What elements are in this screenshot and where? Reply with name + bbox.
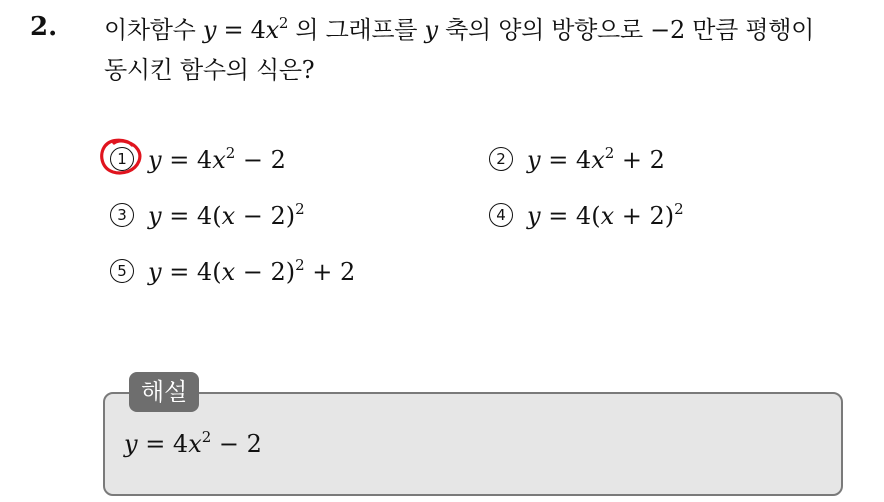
problem-number: 2. [30,12,58,42]
choice-3-y: y [148,202,162,230]
choice-2[interactable] [489,140,665,180]
axis-var: y [424,16,438,44]
choice-1-exp: 2 [225,144,236,162]
problem-line1-suffix: 축의 양의 방향으로 −2 만큼 평행이 [437,16,815,44]
choice-2-formula [527,146,665,174]
choice-4[interactable] [489,196,684,236]
choice-4-mid: + 2) [614,202,675,230]
choice-3-eq: = 4( [161,202,222,230]
choice-4-mark: 4 [489,203,513,227]
choice-5-eq: = 4( [161,258,222,286]
choice-5-exp: 2 [295,256,305,274]
choice-4-eq: = 4( [540,202,601,230]
choice-3-exp: 2 [295,200,305,218]
choice-3[interactable] [110,196,305,236]
choice-2-eq: = 4 [540,146,592,174]
choice-5-rest: + 2 [304,258,356,286]
problem-text [104,10,864,90]
problem-function [203,16,288,44]
choice-4-formula [527,202,684,230]
problem-line1-prefix: 이차함수 [104,16,203,44]
choice-5-mid: − 2) [235,258,296,286]
solution-label: 해설 [129,372,199,412]
choice-1-formula [148,146,286,174]
choice-4-y: y [527,202,541,230]
choice-1-y: y [148,146,162,174]
choice-1-x: x [212,146,226,174]
solution-x: x [188,430,202,458]
choice-4-exp: 2 [674,200,684,218]
choice-1-mark: 1 [110,147,134,171]
problem-line2: 동시킨 함수의 식은? [104,56,315,84]
choice-3-formula [148,202,305,230]
choice-2-x: x [591,146,605,174]
solution-formula [124,424,262,464]
function-eq: = 4 [216,16,266,44]
choice-5-y: y [148,258,162,286]
choice-5-x: x [221,258,236,286]
choice-3-x: x [221,202,236,230]
solution-y: y [124,430,138,458]
choice-5[interactable] [110,252,355,292]
choice-5-mark: 5 [110,259,134,283]
solution-eq: = 4 [137,430,189,458]
choice-4-x: x [600,202,615,230]
function-x-var: x [265,16,279,44]
choice-2-rest: + 2 [614,146,665,174]
solution-rest: − 2 [211,430,262,458]
choice-1[interactable] [110,140,286,180]
choice-1-eq: = 4 [161,146,213,174]
choice-2-exp: 2 [604,144,615,162]
choice-5-formula [148,258,355,286]
choice-3-mark: 3 [110,203,134,227]
problem-line1-middle: 의 그래프를 [288,16,425,44]
function-y-var: y [202,16,217,44]
choice-2-y: y [527,146,541,174]
choice-3-mid: − 2) [235,202,296,230]
function-exponent: 2 [278,14,289,32]
choice-2-mark: 2 [489,147,513,171]
choice-1-rest: − 2 [235,146,286,174]
solution-exp: 2 [201,428,212,446]
